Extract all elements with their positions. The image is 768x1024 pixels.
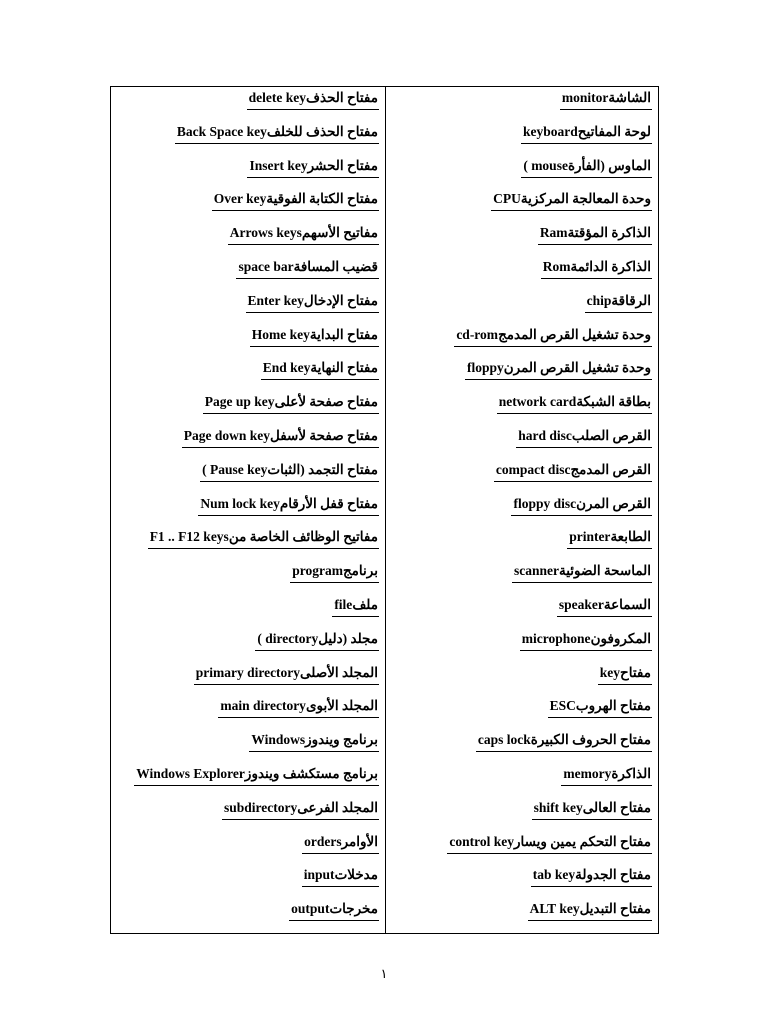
glossary-term: مفتاح التبديلALT key (528, 900, 652, 921)
glossary-term: قضيب المسافةspace bar (236, 258, 379, 279)
glossary-term: الماوس (الفأرةmouse ) (521, 157, 652, 178)
glossary-term: مخرجاتoutput (289, 900, 379, 921)
glossary-term: الرقاقةchip (585, 292, 652, 313)
glossary-term: مفتاح التجمد (الثباتPause key ) (200, 461, 379, 482)
page-number: ١ (380, 966, 388, 981)
glossary-term: وحدة تشغيل القرص المرنfloppy (465, 359, 652, 380)
glossary-term: ملفfile (332, 596, 379, 617)
glossary-term: لوحة المفاتيحkeyboard (521, 123, 652, 144)
glossary-term: السماعةspeaker (557, 596, 652, 617)
glossary-term: مجلد (دليلdirectory ) (255, 630, 379, 651)
glossary-term: المجلد الأصلىprimary directory (194, 664, 379, 685)
glossary-term: مفتاح البدايةHome key (250, 326, 379, 347)
glossary-term: مفتاح صفحة لأسفلPage down key (182, 427, 379, 448)
glossary-term: برنامجprogram (290, 562, 379, 583)
glossary-term: الأوامرorders (302, 833, 379, 854)
glossary-table (110, 86, 659, 934)
glossary-term: مفتاح الحذفdelete key (247, 89, 379, 110)
glossary-term: مفتاحkey (598, 664, 652, 685)
glossary-term: برنامج مستكشف ويندوزWindows Explorer (134, 765, 379, 786)
glossary-term: الذاكرةmemory (561, 765, 652, 786)
left-column (111, 87, 385, 933)
glossary-term: مفتاح التحكم يمين ويسارcontrol key (447, 833, 652, 854)
glossary-term: القرص الصلبhard disc (516, 427, 652, 448)
glossary-term: مفتاح صفحة لأعلىPage up key (203, 393, 379, 414)
glossary-term: مفاتيح الوظائف الخاصة منF1 .. F12 keys (148, 528, 379, 549)
glossary-term: مدخلاتinput (302, 866, 379, 887)
glossary-term: مفتاح الحذف للخلفBack Space key (175, 123, 379, 144)
glossary-term: مفتاح النهايةEnd key (261, 359, 379, 380)
glossary-term: وحدة المعالجة المركزيةCPU (491, 190, 652, 211)
glossary-term: وحدة تشغيل القرص المدمجcd-rom (454, 326, 652, 347)
glossary-term: مفتاح قفل الأرقامNum lock key (198, 495, 379, 516)
glossary-term: مفتاح الحشرInsert key (247, 157, 379, 178)
glossary-term: برنامج ويندوزWindows (249, 731, 379, 752)
glossary-term: مفتاح الجدولةtab key (531, 866, 652, 887)
glossary-term: مفاتيح الأسهمArrows keys (228, 224, 379, 245)
glossary-term: الذاكرة المؤقتةRam (538, 224, 652, 245)
glossary-term: الذاكرة الدائمةRom (541, 258, 652, 279)
glossary-term: بطاقة الشبكةnetwork card (497, 393, 652, 414)
glossary-term: المجلد الفرعىsubdirectory (222, 799, 379, 820)
glossary-term: المجلد الأبوىmain directory (218, 697, 379, 718)
glossary-term: القرص المرنfloppy disc (511, 495, 652, 516)
glossary-term: المكروفونmicrophone (520, 630, 652, 651)
glossary-term: مفتاح الكتابة الفوقيةOver key (212, 190, 379, 211)
right-column (385, 87, 658, 933)
glossary-term: الشاشةmonitor (560, 89, 652, 110)
glossary-term: القرص المدمجcompact disc (494, 461, 652, 482)
glossary-term: الطابعةprinter (567, 528, 652, 549)
glossary-term: مفتاح الإدخالEnter key (246, 292, 379, 313)
glossary-term: الماسحة الضوئيةscanner (512, 562, 652, 583)
glossary-term: مفتاح العالىshift key (532, 799, 652, 820)
glossary-term: مفتاح الهروبESC (548, 697, 652, 718)
glossary-term: مفتاح الحروف الكبيرةcaps lock (476, 731, 652, 752)
